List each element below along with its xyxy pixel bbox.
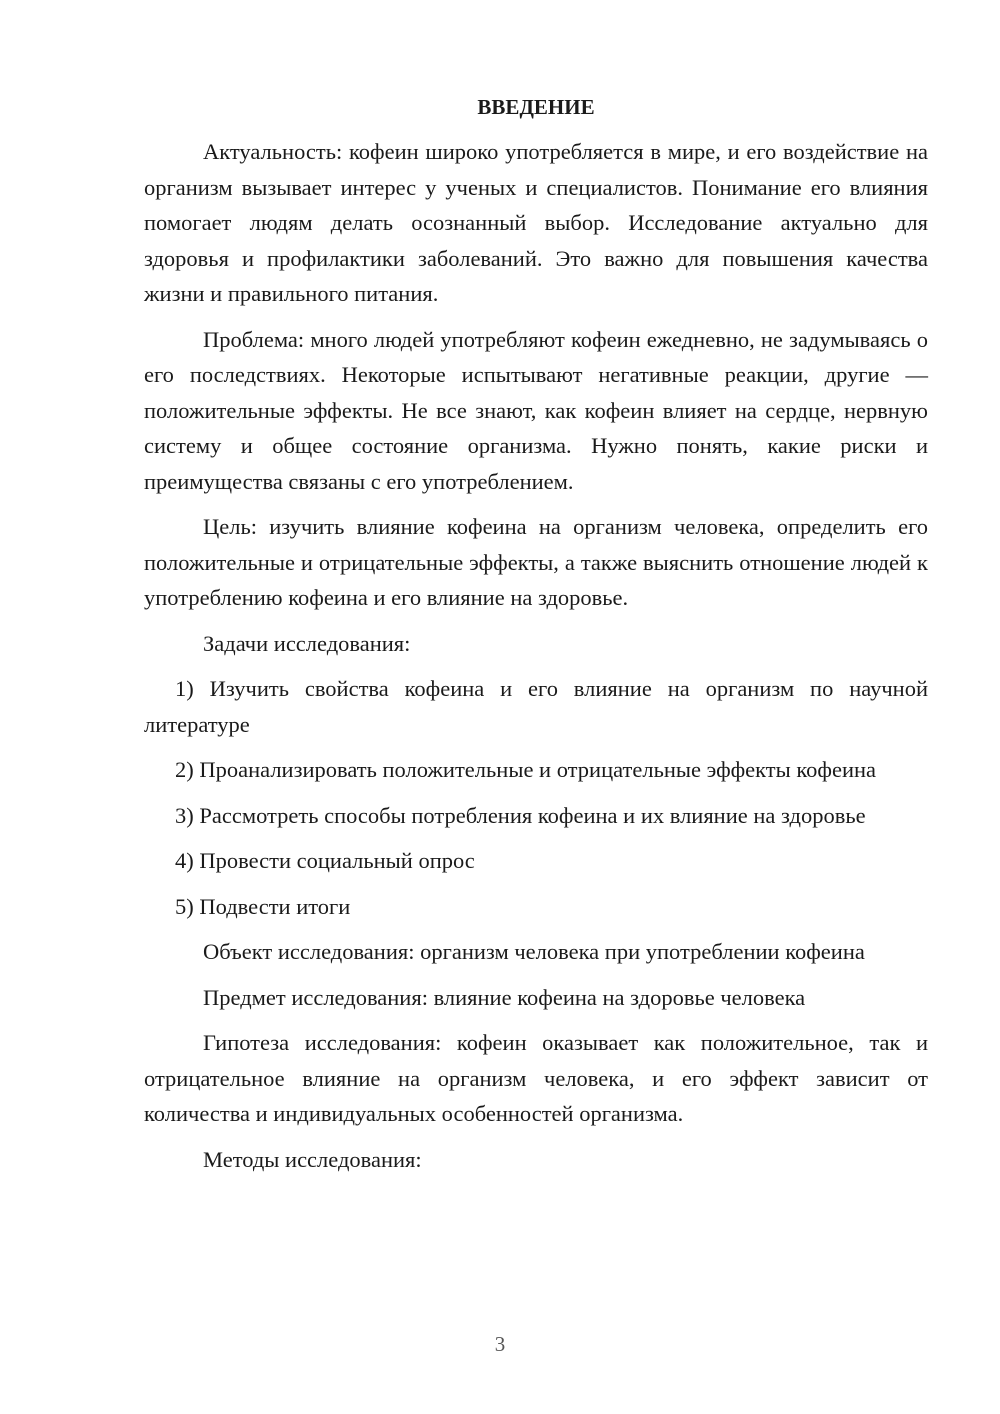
tasks-title: Задачи исследования:: [203, 630, 411, 656]
task-item: 3) Рассмотреть способы потребления кофеина и их влияние на здоровье: [175, 802, 866, 828]
task-item: 1) Изучить свойства кофеина и его влияние на организм по научной литературе: [144, 676, 928, 737]
document-page: [144, 92, 928, 1187]
hypothesis-paragraph: Гипотеза исследования: кофеин оказывает как положительное, так и отрицательное влияние на организм человека, и его эффект зависит от количества и индивидуальных особенностей организма.: [144, 1030, 928, 1126]
task-item: 2) Проанализировать положительные и отрицательные эффекты кофеина: [175, 757, 877, 782]
subject-paragraph: Предмет исследования: влияние кофеина на здоровье человека: [203, 984, 806, 1010]
task-item: 5) Подвести итоги: [175, 893, 351, 919]
task-item: 4) Провести социальный опрос: [175, 848, 475, 873]
relevance-paragraph: Актуальность: кофеин широко употребляется в мире, и его воздействие на организм вызывает интерес у ученых и специалистов. Понимание его влияния помогает людям делать осознанный выбор. Исследование актуально для здоровья и профилактики заболеваний. Это важно для повышения качества жизни и правильного питания.: [144, 139, 928, 306]
goal-paragraph: Цель: изучить влияние кофеина на организм человека, определить его положительные и отрицательные эффекты, а также выяснить отношение людей к употреблению кофеина и его влияние на здоровье.: [144, 514, 928, 610]
methods-paragraph: Методы исследования:: [203, 1146, 422, 1172]
object-paragraph: Объект исследования: организм человека при употреблении кофеина: [203, 939, 865, 964]
section-heading: ВВЕДЕНИЕ: [477, 95, 595, 119]
page-number: 3: [494, 1332, 506, 1356]
problem-paragraph: Проблема: много людей употребляют кофеин ежедневно, не задумываясь о его последствиях. Некоторые испытывают негативные реакции, другие — положительные эффекты. Не все знают, как кофеин влияет на сердце, нервную систему и общее состояние организма. Нужно понять, какие риски и преимущества связаны с его употреблением.: [144, 326, 928, 494]
